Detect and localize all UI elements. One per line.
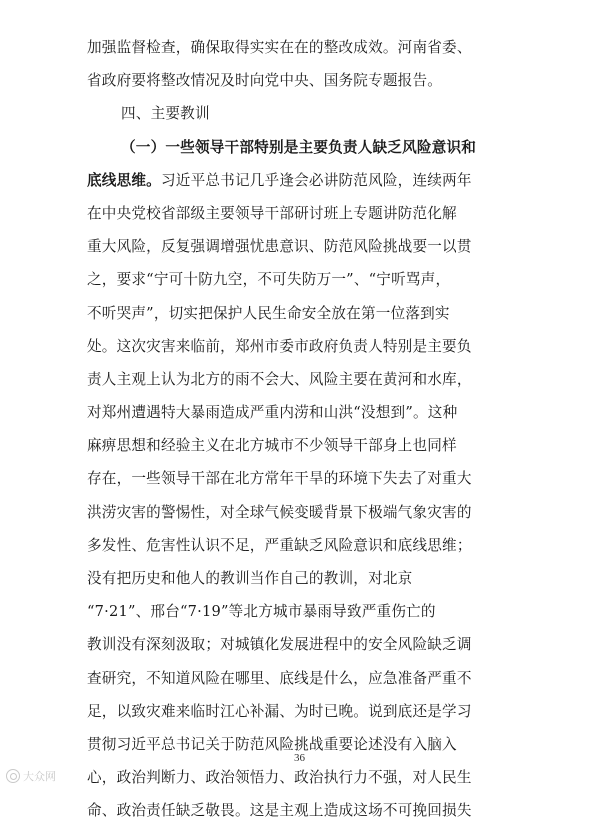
text-segment: 省政府要将整改情况及时向党中央、国务院专题报告。 (87, 72, 443, 90)
text-line (87, 363, 514, 396)
text-segment: 足，以致灾难来临时江心补漏、为时已晚。说到底还是学习 (87, 702, 472, 720)
text-segment: 之，要求“宁可十防九空，不可失防万一”、“宁听骂声， (87, 271, 451, 289)
text-line (87, 761, 514, 794)
text-segment: 不听哭声”，切实把保护人民生命安全放在第一位落到实 (87, 304, 450, 322)
text-line (87, 97, 514, 130)
text-line (87, 297, 514, 330)
text-line (87, 429, 514, 462)
bold-text-segment: 底线思维。 (87, 171, 161, 189)
text-line (87, 330, 514, 363)
document-body (87, 31, 514, 828)
text-segment: 没有把历史和他人的教训当作自己的教训，对北京 (87, 570, 413, 587)
text-line (87, 131, 514, 164)
text-segment: 多发性、危害性认识不足，严重缺乏风险意识和底线思维； (87, 536, 472, 554)
text-line (87, 496, 514, 529)
text-segment: 存在，一些领导干部在北方常年干旱的环境下失去了对重大 (87, 470, 472, 488)
text-line (87, 695, 514, 728)
text-line (87, 31, 514, 64)
text-line (87, 164, 514, 197)
text-segment: 心，政治判断力、政治领悟力、政治执行力不强，对人民生 (87, 769, 472, 787)
text-line (87, 462, 514, 495)
text-segment: 在中央党校省部级主要领导干部研讨班上专题讲防范化解 (87, 204, 457, 222)
text-segment: 对郑州遭遇特大暴雨造成严重内涝和山洪“没想到”。这种 (87, 404, 458, 422)
text-segment: 麻痹思想和经验主义在北方城市不少领导干部身上也同样 (87, 437, 457, 455)
text-line (87, 197, 514, 230)
watermark (6, 768, 56, 784)
text-line (87, 662, 514, 695)
page-number: 36 (294, 752, 305, 764)
text-segment: 教训没有深刻汲取；对城镇化发展进程中的安全风险缺乏调 (87, 636, 472, 654)
text-segment: 重大风险，反复强调增强忧患意识、防范风险挑战要一以贯 (87, 238, 472, 256)
text-segment: 加强监督检查，确保取得实实在在的整改成效。河南省委、 (87, 39, 472, 56)
watermark-text: 大众网 (23, 770, 56, 783)
text-line (87, 562, 514, 595)
watermark-logo-icon (6, 769, 20, 783)
text-line (87, 529, 514, 562)
text-line (87, 794, 514, 827)
text-line (87, 64, 514, 97)
text-segment: 命、政治责任缺乏敬畏。这是主观上造成这场不可挽回损失 (87, 802, 472, 820)
text-segment: 责人主观上认为北方的雨不会大、风险主要在黄河和水库， (87, 370, 472, 388)
text-segment: 贯彻习近平总书记关于防范风险挑战重要论述没有入脑入 (87, 735, 457, 753)
text-segment: 四、主要教训 (121, 105, 210, 123)
bold-text-segment: （一）一些领导干部特别是主要负责人缺乏风险意识和 (121, 138, 477, 156)
text-segment: 查研究，不知道风险在哪里、底线是什么，应急准备严重不 (87, 669, 472, 687)
text-segment: “7·21”、邢台“7·19”等北方城市暴雨导致严重伤亡的 (87, 603, 436, 621)
text-line (87, 263, 514, 296)
text-line (87, 230, 514, 263)
text-segment: 习近平总书记几乎逢会必讲防范风险，连续两年 (160, 171, 472, 189)
text-line (87, 396, 514, 429)
text-line (87, 595, 514, 628)
text-segment: 处。这次灾害来临前，郑州市委市政府负责人特别是主要负 (87, 337, 472, 355)
text-segment: 洪涝灾害的警惕性，对全球气候变暖背景下极端气象灾害的 (87, 503, 472, 521)
text-line (87, 628, 514, 661)
